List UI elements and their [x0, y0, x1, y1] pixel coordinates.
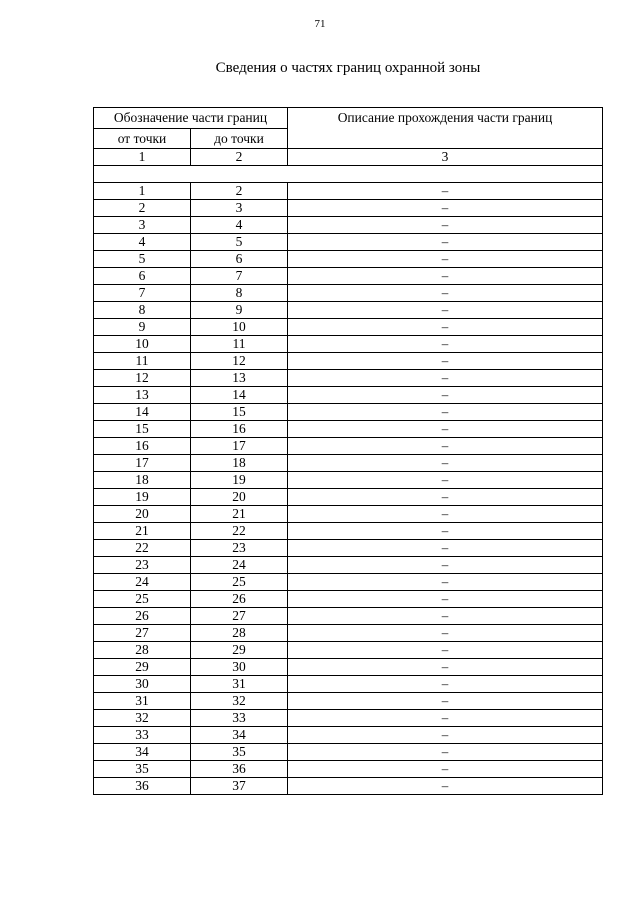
from-point-cell: 6: [94, 268, 191, 285]
table-row: [94, 574, 603, 591]
table-row: [94, 727, 603, 744]
from-point-cell: 36: [94, 778, 191, 795]
from-point-cell: 32: [94, 710, 191, 727]
to-point-cell: 31: [191, 676, 288, 693]
table-row: [94, 761, 603, 778]
page-number: 71: [314, 18, 326, 30]
to-point-cell: 2: [191, 183, 288, 200]
table-row: [94, 506, 603, 523]
table-row: [94, 438, 603, 455]
from-point-cell: 15: [94, 421, 191, 438]
table-row: [94, 557, 603, 574]
from-point-cell: 23: [94, 557, 191, 574]
from-point-cell: 21: [94, 523, 191, 540]
description-cell: –: [288, 217, 603, 234]
to-point-cell: 36: [191, 761, 288, 778]
description-cell: –: [288, 523, 603, 540]
to-point-cell: 34: [191, 727, 288, 744]
table-row: [94, 370, 603, 387]
table-row: [94, 744, 603, 761]
to-point-cell: 4: [191, 217, 288, 234]
description-cell: –: [288, 472, 603, 489]
description-cell: –: [288, 370, 603, 387]
description-cell: –: [288, 387, 603, 404]
from-point-cell: 3: [94, 217, 191, 234]
from-point-cell: 4: [94, 234, 191, 251]
from-point-cell: 20: [94, 506, 191, 523]
table-row: [94, 404, 603, 421]
table-row: [94, 319, 603, 336]
to-point-cell: 28: [191, 625, 288, 642]
from-point-cell: 31: [94, 693, 191, 710]
table-row: [94, 676, 603, 693]
header-description: Описание прохождения части границ: [288, 108, 603, 149]
table-row: [94, 489, 603, 506]
table-row: [94, 659, 603, 676]
from-point-cell: 8: [94, 302, 191, 319]
header-to-point: до точки: [191, 129, 288, 149]
header-from-point: от точки: [94, 129, 191, 149]
description-cell: –: [288, 642, 603, 659]
description-cell: –: [288, 676, 603, 693]
from-point-cell: 10: [94, 336, 191, 353]
boundary-parts-table: [93, 107, 603, 795]
from-point-cell: 24: [94, 574, 191, 591]
description-cell: –: [288, 591, 603, 608]
from-point-cell: 28: [94, 642, 191, 659]
description-cell: –: [288, 625, 603, 642]
to-point-cell: 29: [191, 642, 288, 659]
table-row: [94, 302, 603, 319]
to-point-cell: 32: [191, 693, 288, 710]
description-cell: –: [288, 268, 603, 285]
from-point-cell: 5: [94, 251, 191, 268]
to-point-cell: 19: [191, 472, 288, 489]
description-cell: –: [288, 778, 603, 795]
from-point-cell: 29: [94, 659, 191, 676]
description-cell: –: [288, 353, 603, 370]
header-boundary-designation: Обозначение части границ: [94, 108, 288, 129]
from-point-cell: 9: [94, 319, 191, 336]
description-cell: –: [288, 183, 603, 200]
to-point-cell: 12: [191, 353, 288, 370]
to-point-cell: 24: [191, 557, 288, 574]
description-cell: –: [288, 336, 603, 353]
from-point-cell: 34: [94, 744, 191, 761]
description-cell: –: [288, 438, 603, 455]
from-point-cell: 13: [94, 387, 191, 404]
to-point-cell: 13: [191, 370, 288, 387]
description-cell: –: [288, 319, 603, 336]
from-point-cell: 7: [94, 285, 191, 302]
from-point-cell: 27: [94, 625, 191, 642]
description-cell: –: [288, 608, 603, 625]
table-row: [94, 353, 603, 370]
table-row: [94, 336, 603, 353]
column-number-3: 3: [288, 149, 603, 166]
from-point-cell: 14: [94, 404, 191, 421]
description-cell: –: [288, 693, 603, 710]
table-row: [94, 234, 603, 251]
to-point-cell: 7: [191, 268, 288, 285]
to-point-cell: 35: [191, 744, 288, 761]
table-row: [94, 591, 603, 608]
to-point-cell: 11: [191, 336, 288, 353]
table-row: [94, 455, 603, 472]
table-row: [94, 642, 603, 659]
description-cell: –: [288, 489, 603, 506]
description-cell: –: [288, 727, 603, 744]
from-point-cell: 18: [94, 472, 191, 489]
to-point-cell: 16: [191, 421, 288, 438]
to-point-cell: 5: [191, 234, 288, 251]
description-cell: –: [288, 302, 603, 319]
description-cell: –: [288, 251, 603, 268]
table-row: [94, 625, 603, 642]
from-point-cell: 25: [94, 591, 191, 608]
to-point-cell: 33: [191, 710, 288, 727]
table-row: [94, 693, 603, 710]
column-number-2: 2: [191, 149, 288, 166]
from-point-cell: 17: [94, 455, 191, 472]
description-cell: –: [288, 659, 603, 676]
to-point-cell: 9: [191, 302, 288, 319]
table-row: [94, 778, 603, 795]
to-point-cell: 6: [191, 251, 288, 268]
from-point-cell: 22: [94, 540, 191, 557]
description-cell: –: [288, 540, 603, 557]
to-point-cell: 15: [191, 404, 288, 421]
table-row: [94, 285, 603, 302]
table-row: [94, 183, 603, 200]
table-row: [94, 710, 603, 727]
description-cell: –: [288, 761, 603, 778]
table-body: [94, 183, 603, 795]
description-cell: –: [288, 455, 603, 472]
page-title: Сведения о частях границ охранной зоны: [215, 60, 481, 76]
description-cell: –: [288, 200, 603, 217]
description-cell: –: [288, 506, 603, 523]
from-point-cell: 1: [94, 183, 191, 200]
to-point-cell: 27: [191, 608, 288, 625]
empty-section-row: [94, 166, 603, 183]
from-point-cell: 2: [94, 200, 191, 217]
to-point-cell: 18: [191, 455, 288, 472]
description-cell: –: [288, 574, 603, 591]
column-number-1: 1: [94, 149, 191, 166]
table-row: [94, 217, 603, 234]
to-point-cell: 17: [191, 438, 288, 455]
description-cell: –: [288, 404, 603, 421]
to-point-cell: 30: [191, 659, 288, 676]
from-point-cell: 11: [94, 353, 191, 370]
description-cell: –: [288, 557, 603, 574]
description-cell: –: [288, 234, 603, 251]
description-cell: –: [288, 710, 603, 727]
from-point-cell: 26: [94, 608, 191, 625]
table-row: [94, 540, 603, 557]
description-cell: –: [288, 744, 603, 761]
table-row: [94, 200, 603, 217]
to-point-cell: 20: [191, 489, 288, 506]
to-point-cell: 10: [191, 319, 288, 336]
from-point-cell: 19: [94, 489, 191, 506]
to-point-cell: 8: [191, 285, 288, 302]
table-row: [94, 421, 603, 438]
to-point-cell: 37: [191, 778, 288, 795]
to-point-cell: 14: [191, 387, 288, 404]
description-cell: –: [288, 285, 603, 302]
from-point-cell: 30: [94, 676, 191, 693]
to-point-cell: 23: [191, 540, 288, 557]
table-row: [94, 251, 603, 268]
to-point-cell: 3: [191, 200, 288, 217]
table-row: [94, 608, 603, 625]
to-point-cell: 26: [191, 591, 288, 608]
description-cell: –: [288, 421, 603, 438]
table-row: [94, 523, 603, 540]
to-point-cell: 22: [191, 523, 288, 540]
empty-section-cell: [94, 166, 603, 183]
to-point-cell: 21: [191, 506, 288, 523]
table-row: [94, 472, 603, 489]
table-row: [94, 387, 603, 404]
from-point-cell: 35: [94, 761, 191, 778]
to-point-cell: 25: [191, 574, 288, 591]
from-point-cell: 16: [94, 438, 191, 455]
table-row: [94, 268, 603, 285]
from-point-cell: 12: [94, 370, 191, 387]
from-point-cell: 33: [94, 727, 191, 744]
